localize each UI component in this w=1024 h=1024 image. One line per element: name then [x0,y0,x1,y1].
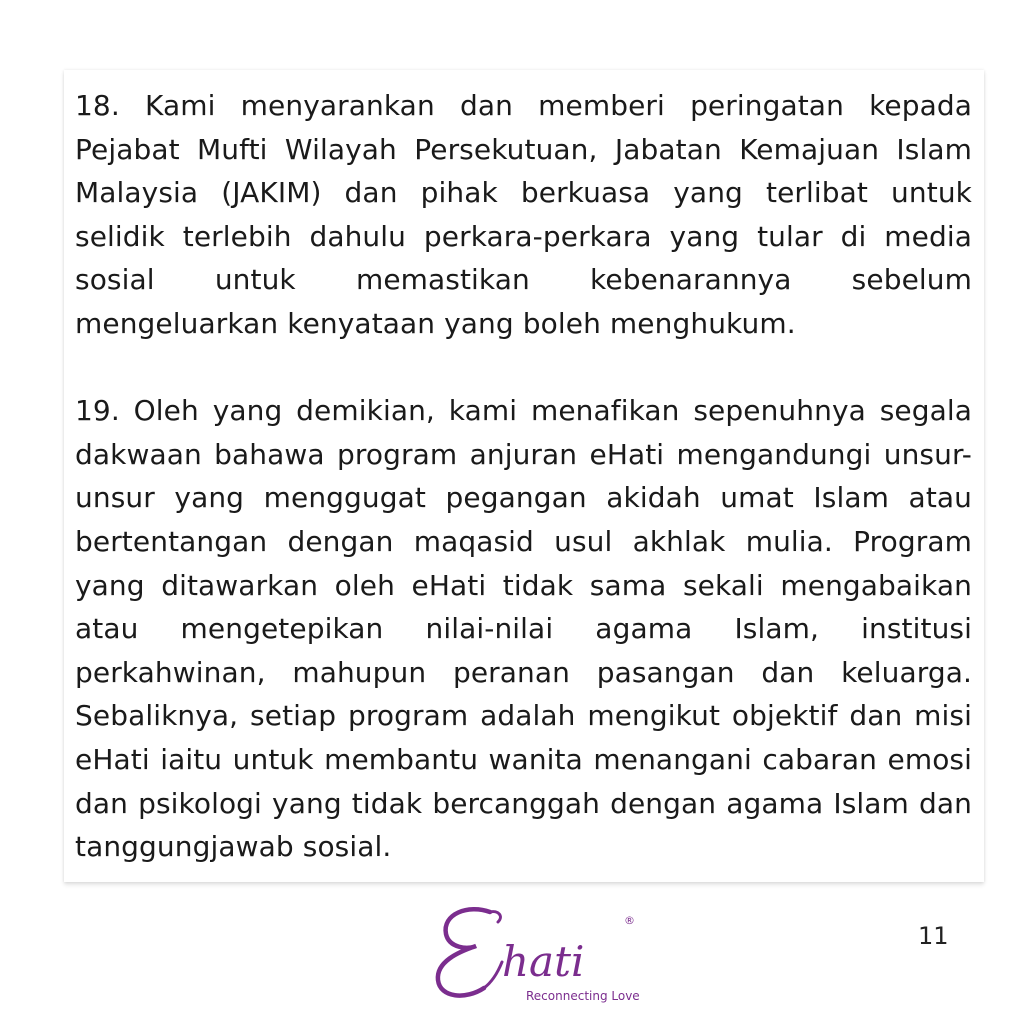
logo-wordmark-rest: hati [502,937,585,986]
logo-tagline: Reconnecting Love [526,989,640,1003]
ehati-logo [428,900,658,1010]
paragraph-18: 18. Kami menyarankan dan memberi peringatan kepada Pejabat Mufti Wilayah Persekutuan, Jabatan Kemajuan Islam Malaysia (JAKIM) dan pihak berkuasa yang terlibat untuk selidik terlebih dahulu perkara-perkara yang tular di media sosial untuk memastikan kebenarannya sebelum mengeluarkan kenyataan yang boleh menghukum. [75,89,972,340]
text-card [64,70,984,882]
paragraph-19: 19. Oleh yang demikian, kami menafikan sepenuhnya segala dakwaan bahawa program anjuran eHati mengandungi unsur-unsur yang menggugat pegangan akidah umat Islam atau bertentangan dengan maqasid usul akhlak mulia. Program yang ditawarkan oleh eHati tidak sama sekali mengabaikan atau mengetepikan nilai-nilai agama Islam, institusi perkahwinan, mahupun peranan pasangan dan keluarga. Sebaliknya, setiap program adalah mengikut objektif dan misi eHati iaitu untuk membantu wanita menangani cabaran emosi dan psikologi yang tidak bercanggah dengan agama Islam dan tanggungjawab sosial. [75,394,972,864]
page-number: 11 [918,922,949,950]
logo-registered-mark: ® [624,914,635,927]
